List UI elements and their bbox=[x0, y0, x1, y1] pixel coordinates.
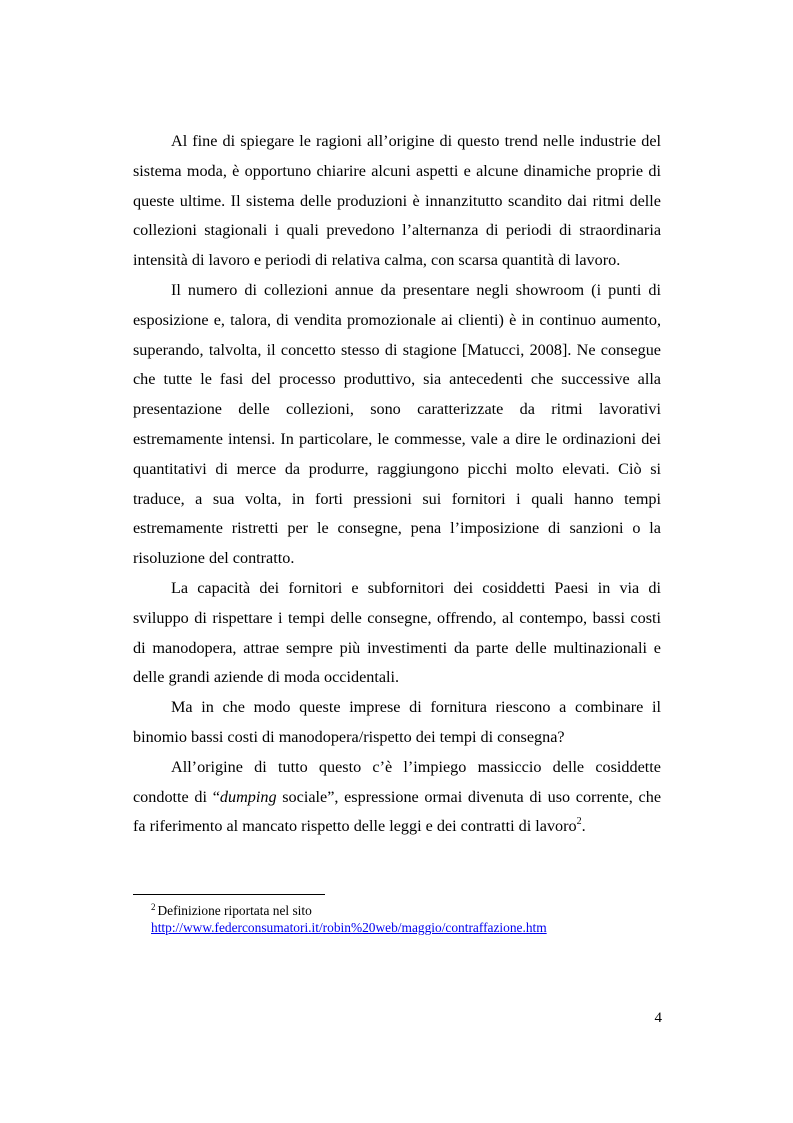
footnote-link[interactable]: http://www.federconsumatori.it/robin%20web/maggio/contraffazione.htm bbox=[151, 920, 547, 935]
paragraph-5-text-start: All’origine di tutto questo c’è l’impiego massiccio delle cosiddette condotte di “ bbox=[133, 757, 661, 806]
paragraph-5-text-end: . bbox=[581, 817, 586, 836]
paragraph-5-text-middle: sociale”, espressione ormai divenuta di uso corrente, che fa riferimento al mancato rispetto delle leggi e dei contratti di lavoro bbox=[133, 787, 662, 836]
paragraph-2: Il numero di collezioni annue da presentare negli showroom (i punti di esposizione e, talora, di vendita promozionale ai clienti) è in continuo aumento, superando, talvolta, il concetto stesso di stagione [Matucci, 2008]. Ne consegue che tutte le fasi del processo produttivo, sia antecedenti che successive alla presentazione delle collezioni, sono caratterizzate da ritmi lavorativi estremamente intensi. In particolare, le commesse, vale a dire le ordinazioni dei quantitativi di merce da produrre, raggiungono picchi molto elevati. Ciò si traduce, a sua volta, in forti pressioni sui fornitori i quali hanno tempi estremamente ristretti per le consegne, pena l’imposizione di sanzioni o la risoluzione del contratto. bbox=[133, 280, 661, 568]
paragraph-3: La capacità dei fornitori e subfornitori dei cosiddetti Paesi in via di sviluppo di rispettare i tempi delle consegne, offrendo, al contempo, bassi costi di manodopera, attrae sempre più investimenti da parte delle multinazionali e delle grandi aziende di moda occidentali. bbox=[133, 578, 661, 687]
body-text bbox=[133, 127, 661, 842]
footnote bbox=[151, 902, 661, 936]
page-number: 4 bbox=[654, 1010, 662, 1026]
paragraph-5 bbox=[133, 753, 661, 842]
footnote-link-line bbox=[151, 919, 661, 936]
footnote-line bbox=[151, 902, 661, 919]
footnote-reference[interactable]: 2 bbox=[576, 816, 582, 828]
footnote-separator bbox=[133, 894, 325, 895]
footnote-number: 2 bbox=[151, 902, 156, 912]
paragraph-4: Ma in che modo queste imprese di fornitura riescono a combinare il binomio bassi costi di manodopera/rispetto dei tempi di consegna? bbox=[133, 698, 661, 746]
italic-term: dumping bbox=[219, 787, 277, 806]
paragraph-1: Al fine di spiegare le ragioni all’origine di questo trend nelle industrie del sistema moda, è opportuno chiarire alcuni aspetti e alcune dinamiche proprie di queste ultime. Il sistema delle produzioni è innanzitutto scandito dai ritmi delle collezioni stagionali i quali prevedono l’alternanza di periodi di straordinaria intensità di lavoro e periodi di relativa calma, con scarsa quantità di lavoro. bbox=[133, 132, 661, 270]
footnote-text: Definizione riportata nel sito bbox=[157, 903, 312, 918]
